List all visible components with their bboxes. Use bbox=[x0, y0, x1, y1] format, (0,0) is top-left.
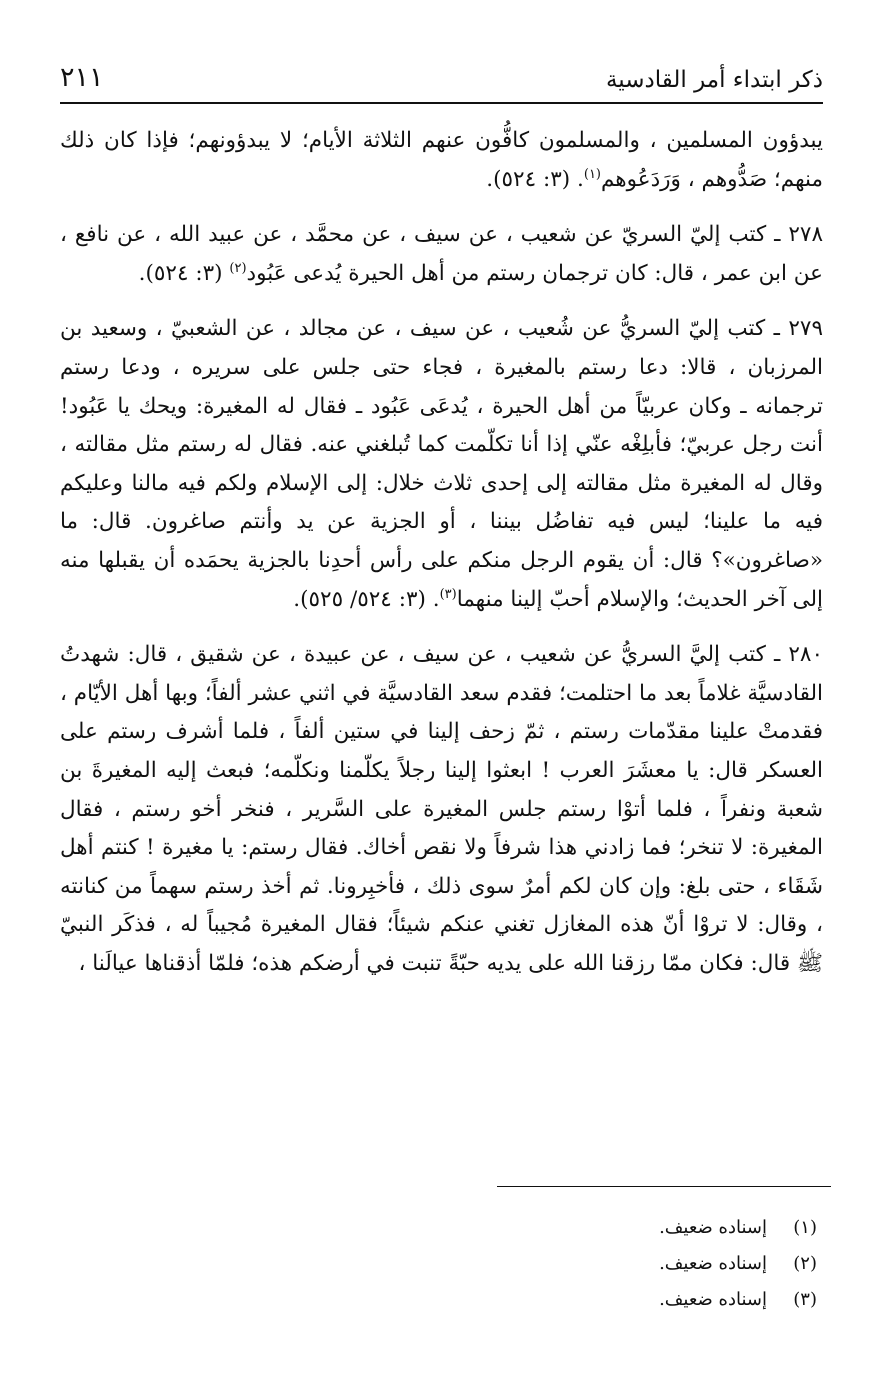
footnote-3 bbox=[60, 1282, 823, 1318]
page-number: ٢١١ bbox=[60, 62, 104, 93]
narration-279 bbox=[60, 310, 823, 619]
main-text bbox=[60, 122, 823, 983]
footnote-number: (٢) bbox=[793, 1253, 817, 1274]
paragraph-text: يبدؤون المسلمين ، والمسلمون كافُّون عنهم الثلاثة الأيام؛ لا يبدؤونهم؛ فإذا كان ذلك منهم؛ صَدُّوهم ، وَرَدَعُوهم bbox=[60, 128, 823, 192]
footnote-number: (١) bbox=[793, 1217, 817, 1238]
footnote-reference: (٣) bbox=[439, 586, 457, 602]
footnote-separator bbox=[497, 1186, 831, 1187]
citation: . (٣: ٥٢٤). bbox=[486, 166, 584, 192]
paragraph-text: ٢٧٨ ـ كتب إليّ السريّ عن شعيب ، عن سيف ، عن محمَّد ، عن عبيد الله ، عن نافع ، عن ابن عمر ، قال: كان ترجمان رستم من أهل الحيرة يُدعى عَبُود bbox=[60, 222, 823, 286]
footnote-1 bbox=[60, 1210, 823, 1246]
page-header bbox=[60, 56, 823, 104]
footnote-reference: (٢) bbox=[229, 260, 247, 276]
paragraph-text: ٢٧٩ ـ كتب إليّ السريُّ عن شُعيب ، عن سيف ، عن مجالد ، عن الشعبيّ ، وسعيد بن المرزبان ، قالا: دعا رستم بالمغيرة ، فجاء حتى جلس على سريره ، ودعا رستم ترجمانه ـ وكان عربيّاً من أهل الحيرة ، يُدعَى عَبُود ـ فقال له المغيرة: ويحك يا عَبُود! أنت رجل عربيّ؛ فأبلِغْه عنّي إذا أنا تكلّمت كما تُبلغني عنه. فقال له رستم مثل مقالته ، وقال له المغيرة مثل مقالته إلى إحدى ثلاث خلال: إلى الإسلام ولكم فيه مالنا وعليكم فيه ما علينا؛ ليس فيه تفاضُل بيننا ، أو الجزية عن يد وأنتم صاغرون. قال: ما «صاغرون»؟ قال: أن يقوم الرجل منكم على رأس أحدِنا بالجزية يحمَده أن يقبلها منه إلى آخر الحديث؛ والإسلام أحبّ إلينا منهما bbox=[60, 316, 823, 612]
footnote-2 bbox=[60, 1246, 823, 1282]
footnote-text: إسناده ضعيف. bbox=[659, 1217, 767, 1238]
narration-278 bbox=[60, 216, 823, 293]
narration-280 bbox=[60, 636, 823, 983]
footnotes bbox=[60, 1210, 823, 1318]
citation: . (٣: ٥٢٤/ ٥٢٥). bbox=[293, 586, 440, 612]
paragraph-continuation bbox=[60, 122, 823, 199]
footnote-reference: (١) bbox=[583, 166, 601, 182]
footnote-text: إسناده ضعيف. bbox=[659, 1289, 767, 1310]
footnote-number: (٣) bbox=[793, 1289, 817, 1310]
running-title: ذكر ابتداء أمر القادسية bbox=[605, 67, 823, 93]
citation: (٣: ٥٢٤). bbox=[138, 260, 230, 286]
footnote-text: إسناده ضعيف. bbox=[659, 1253, 767, 1274]
header-rule bbox=[60, 102, 823, 104]
paragraph-text: ٢٨٠ ـ كتب إليَّ السريُّ عن شعيب ، عن سيف ، عن عبيدة ، عن شقيق ، قال: شهدتُ القادسيَّة غلاماً بعد ما احتلمت؛ فقدم سعد القادسيَّة في اثني عشر ألفاً؛ وبها أهل الأيّام ، فقدمتْ علينا مقدّمات رستم ، ثمّ زحف إلينا في ستين ألفاً ، فلما أشرف رستم على العسكر قال: يا معشَرَ العرب ! ابعثوا إلينا رجلاً يكلّمنا ونكلّمه؛ فبعث إليه المغيرةَ بن شعبة ونفراً ، فلما أتوْا رستم جلس المغيرة على السَّرير ، فنخر أخو رستم ، فقال المغيرة: لا تنخر؛ فما زادني هذا شرفاً ولا نقص أخاك. فقال رستم: يا مغيرة ! كنتم أهل شَقَاء ، حتى بلغ: وإن كان لكم أمرٌ سوى ذلك ، فأخبِرونا. ثم أخذ رستم سهماً من كنانته ، وقال: لا تروْا أنّ هذه المغازل تغني عنكم شيئاً؛ فقال المغيرة مُجيباً له ، فذكَر النبيّ ﷺ قال: فكان ممّا رزقنا الله على يديه حبّةً تنبت في أرضكم هذه؛ فلمّا أذقناها عيالَنا ، bbox=[60, 642, 823, 976]
